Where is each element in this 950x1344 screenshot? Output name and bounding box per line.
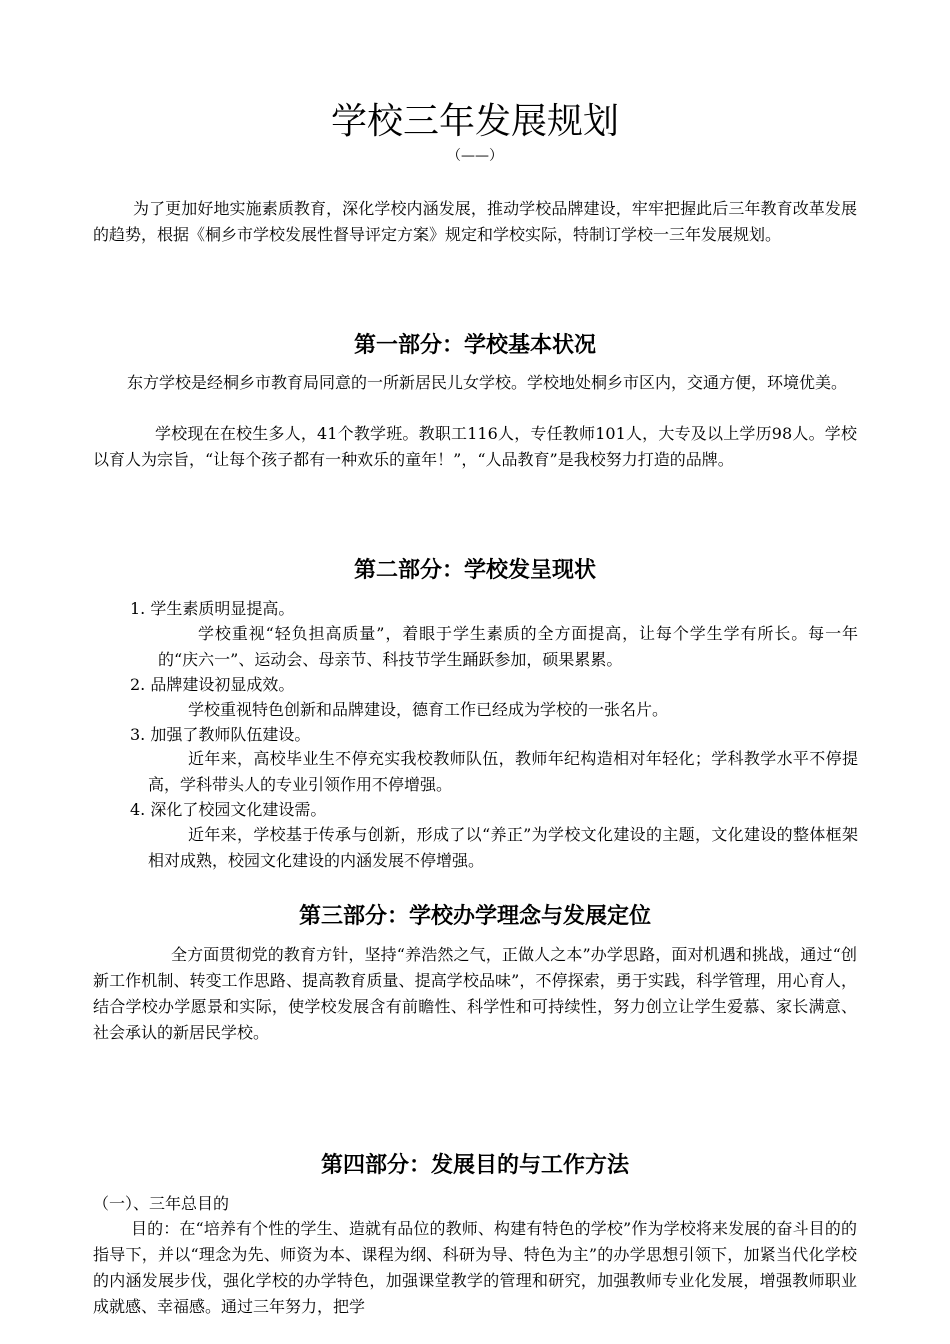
part2-item-2-label: 2. 品牌建设初显成效。 <box>130 675 295 694</box>
part2-item-3-text: 近年来，高校毕业生不停充实我校教师队伍，教师年纪构造相对年轻化；学科教学水平不停提高，学科带头人的专业引领作用不停增强。 <box>148 749 858 794</box>
part2-item-1-label: 1. 学生素质明显提高。 <box>130 599 295 618</box>
part1-paragraph-2: 学校现在在校生多人，41个教学班。教职工116人，专任教师101人，大专及以上学历98人。学校以育人为宗旨，“让每个孩子都有一种欢乐的童年！”，“人品教育”是我校努力打造的品牌。 <box>93 424 857 469</box>
intro-paragraph: 为了更加好地实施素质教育，深化学校内涵发展，推动学校品牌建设，牢牢把握此后三年教育改革发展的趋势，根据《桐乡市学校发展性督导评定方案》规定和学校实际，特制订学校一三年发展规划。 <box>93 199 857 244</box>
part3-paragraph-1: 全方面贯彻党的教育方针，坚持“养浩然之气，正做人之本”办学思路，面对机遇和挑战，通过“创新工作机制、转变工作思路、提高教育质量、提高学校品味”，不停探索，勇于实践，科学管理，用心育人，结合学校办学愿景和实际，使学校发展含有前瞻性、科学性和可持续性，努力创立让学生爱慕、家长满意、社会承认的新居民学校。 <box>93 945 857 1042</box>
part2-item-2-text: 学校重视特色创新和品牌建设，德育工作已经成为学校的一张名片。 <box>188 700 669 719</box>
part2-item-4-label: 4. 深化了校园文化建设需。 <box>130 800 327 819</box>
part2-heading: 第二部分：学校发呈现状 <box>353 558 596 583</box>
part4-paragraph-1: 目的：在“培养有个性的学生、造就有品位的教师、构建有特色的学校”作为学校将来发展的奋斗目的的指导下，并以“理念为先、师资为本、课程为纲、科研为导、特色为主”的办学思想引领下，加紧当代化学校的内涵发展步伐，强化学校的办学特色，加强课堂教学的管理和研究，加强教师专业化发展，增强教师职业成就感、幸福感。通过三年努力，把学 <box>93 1219 857 1316</box>
part2-item-3-label: 3. 加强了教师队伍建设。 <box>130 725 311 744</box>
document-subtitle: （——） <box>447 148 503 164</box>
document-title: 学校三年发展规划 <box>330 101 619 142</box>
part3-heading: 第三部分：学校办学理念与发展定位 <box>298 904 651 929</box>
part1-heading: 第一部分：学校基本状况 <box>353 333 596 358</box>
part4-heading: 第四部分：发展目的与工作方法 <box>320 1153 629 1178</box>
part2-item-1-text: 学校重视“轻负担高质量”，着眼于学生素质的全方面提高，让每个学生学有所长。每一年的“庆六一”、运动会、母亲节、科技节学生踊跃参加，硕果累累。 <box>158 624 858 669</box>
part1-paragraph-1: 东方学校是经桐乡市教育局同意的一所新居民儿女学校。学校地处桐乡市区内，交通方便，环境优美。 <box>127 373 848 392</box>
part4-subheading-1: （一）、三年总目的 <box>93 1194 230 1213</box>
part2-item-4-text: 近年来，学校基于传承与创新，形成了以“养正”为学校文化建设的主题，文化建设的整体框架相对成熟，校园文化建设的内涵发展不停增强。 <box>148 825 858 870</box>
